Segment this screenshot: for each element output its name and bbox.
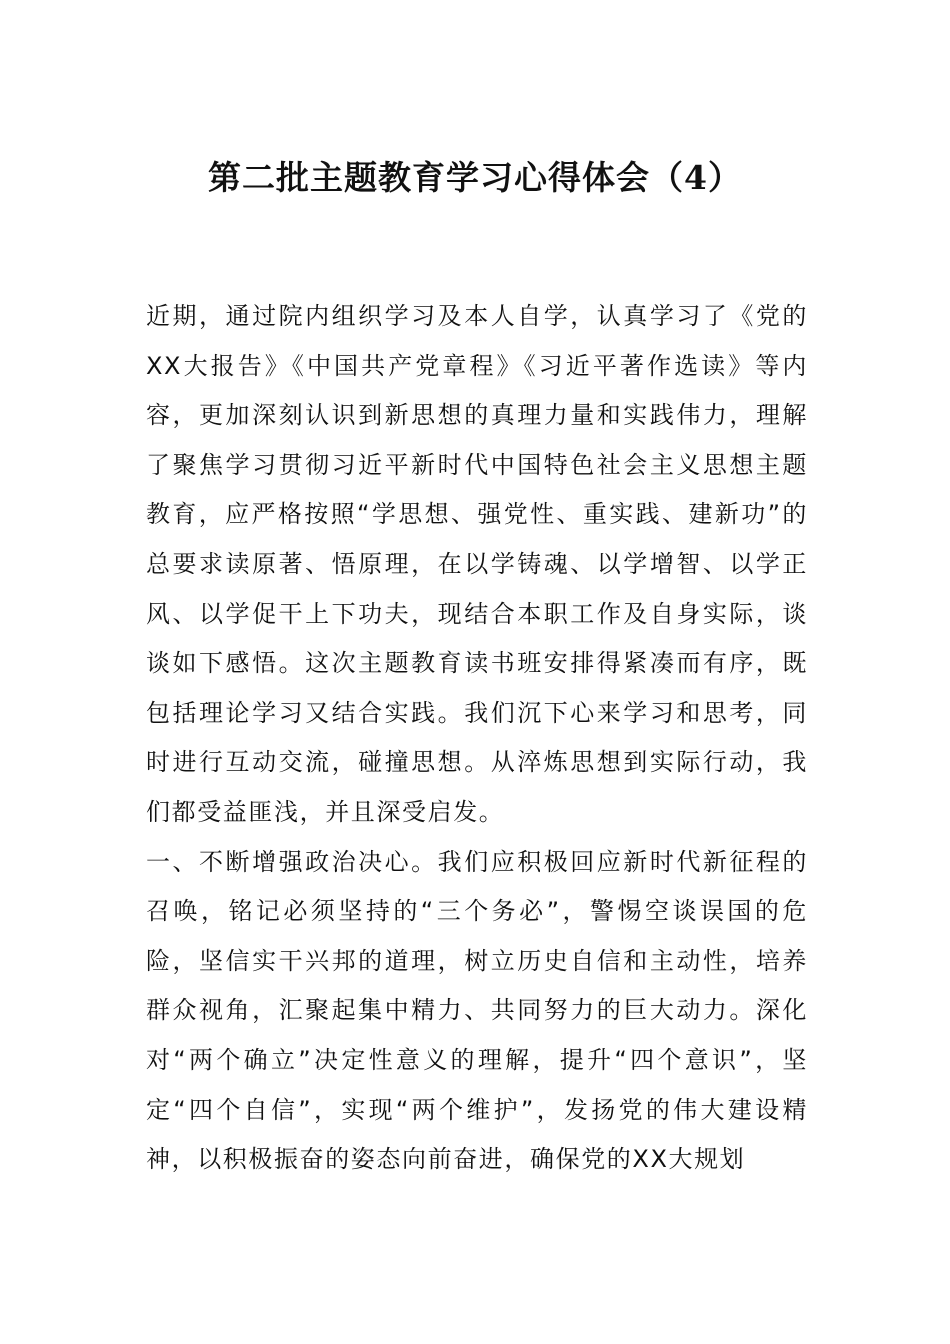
paragraph-intro: 近期，通过院内组织学习及本人自学，认真学习了《党的XX大报告》《中国共产党章程》《习近平著作选读》等内容，更加深刻认识到新思想的真理力量和实践伟力，理解了聚焦学习贯彻习近平新时代中国特色社会主义思想主题教育，应严格按照“学思想、强党性、重实践、建新功”的总要求读原著、悟原理，在以学铸魂、以学增智、以学正风、以学促干上下功夫，现结合本职工作及自身实际，谈谈如下感悟。这次主题教育读书班安排得紧凑而有序，既包括理论学习又结合实践。我们沉下心来学习和思考，同时进行互动交流，碰撞思想。从淬炼思想到实际行动，我们都受益匪浅，并且深受启发。 bbox=[146, 302, 808, 826]
paragraph-section-one: 一、不断增强政治决心。我们应积极回应新时代新征程的召唤，铭记必须坚持的“三个务必”，警惕空谈误国的危险，坚信实干兴邦的道理，树立历史自信和主动性，培养群众视角，汇聚起集中精力、共同努力的巨大动力。深化对“两个确立”决定性意义的理解，提升“四个意识”，坚定“四个自信”，实现“两个维护”，发扬党的伟大建设精神，以积极振奋的姿态向前奋进，确保党的XX大规划 bbox=[146, 847, 808, 1174]
document-title: 第二批主题教育学习心得体会（4） bbox=[208, 158, 742, 197]
document-body bbox=[146, 292, 808, 1185]
